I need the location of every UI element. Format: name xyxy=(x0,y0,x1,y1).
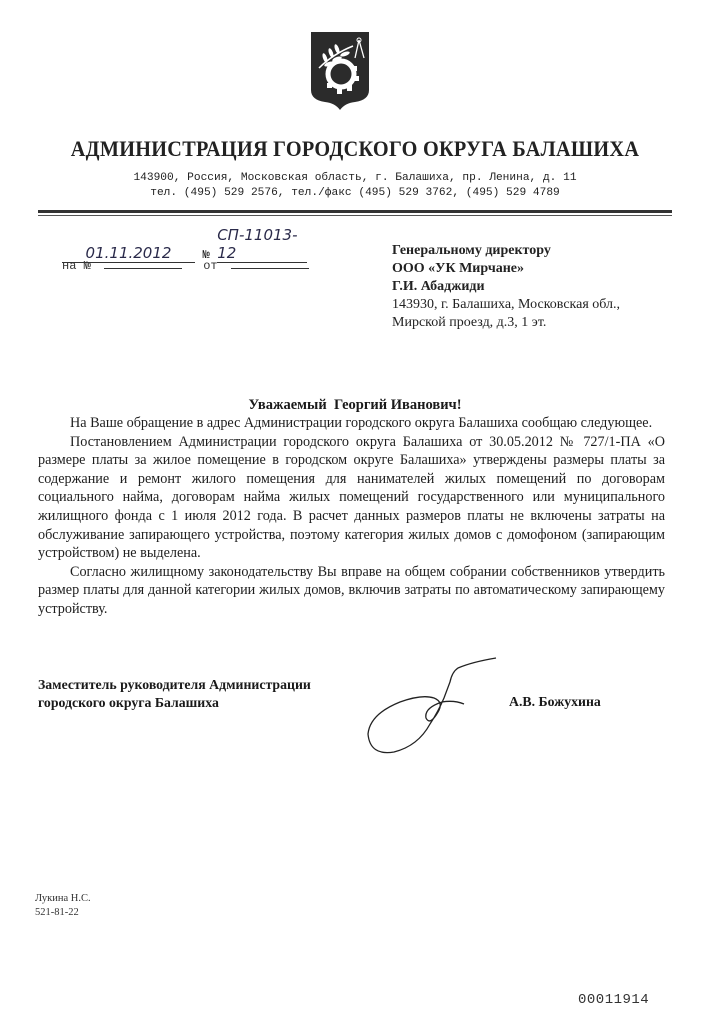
reply-number-label: на № xyxy=(62,259,91,273)
paragraph: Постановлением Администрации городского округа Балашиха от 30.05.2012 № 727/1-ПА «О размере платы за жилое помещение в городском округе Балашиха» утверждены размеры платы за содержание и ремонт жилого помещения для нанимателей жилых помещений по договорам социального найма, договорам найма жилых помещений государственного или муниципального жилищного фонда с 1 июля 2012 года. В расчет данных размеров платы не включены затраты на обслуживание запирающего устройства, поэтому категория жилых домов с домофоном (запирающим устройством) не выделена. xyxy=(38,433,665,562)
header-divider-thin xyxy=(38,215,672,216)
recipient-company: ООО «УК Мирчане» xyxy=(392,261,524,276)
recipient-block xyxy=(392,242,620,332)
executor-phone: 521-81-22 xyxy=(35,907,79,918)
reply-from-label: от xyxy=(203,259,218,273)
paragraph: Согласно жилищному законодательству Вы вправе на общем собрании собственников утвердить размер платы для данной категории жилых домов, включив затраты по автоматическому запирающему устройству. xyxy=(38,563,665,617)
coat-of-arms-icon xyxy=(307,28,373,112)
letter-body xyxy=(38,414,665,619)
executor-name: Лукина Н.С. xyxy=(35,893,91,904)
paragraph: На Ваше обращение в адрес Администрации городского округа Балашиха сообщаю следующее. xyxy=(70,415,653,431)
recipient-address-line1: 143930, г. Балашиха, Московская обл., xyxy=(392,297,621,312)
organization-title: АДМИНИСТРАЦИЯ ГОРОДСКОГО ОКРУГА БАЛАШИХА xyxy=(70,136,640,161)
number-label: № xyxy=(202,248,210,262)
signature-icon xyxy=(360,652,510,762)
header-divider-thick xyxy=(38,210,672,213)
reply-date-blank xyxy=(231,258,309,269)
greeting: Уважаемый Георгий Иванович! xyxy=(248,397,462,413)
signer-position-line2: городского округа Балашиха xyxy=(38,695,219,710)
organization-address: 143900, Россия, Московская область, г. Балашиха, пр. Ленина, д. 11 xyxy=(133,172,577,184)
outgoing-number: СП-11013-12 xyxy=(217,226,307,263)
recipient-position: Генеральному директору xyxy=(392,243,551,258)
reply-reference xyxy=(62,258,309,273)
signer-position-line1: Заместитель руководителя Администрации xyxy=(38,677,311,692)
recipient-name: Г.И. Абаджиди xyxy=(392,279,485,294)
signer-name: А.В. Божухина xyxy=(509,694,601,709)
outgoing-date: 01.11.2012 xyxy=(62,244,195,263)
serial-number: 00011914 xyxy=(578,992,650,1008)
organization-phones: тел. (495) 529 2576, тел./факс (495) 529 3762, (495) 529 4789 xyxy=(150,187,560,199)
reply-number-blank xyxy=(104,258,182,269)
signer-position xyxy=(38,676,311,712)
executor-info xyxy=(35,892,91,920)
recipient-address-line2: Мирской проезд, д.3, 1 эт. xyxy=(392,315,547,330)
